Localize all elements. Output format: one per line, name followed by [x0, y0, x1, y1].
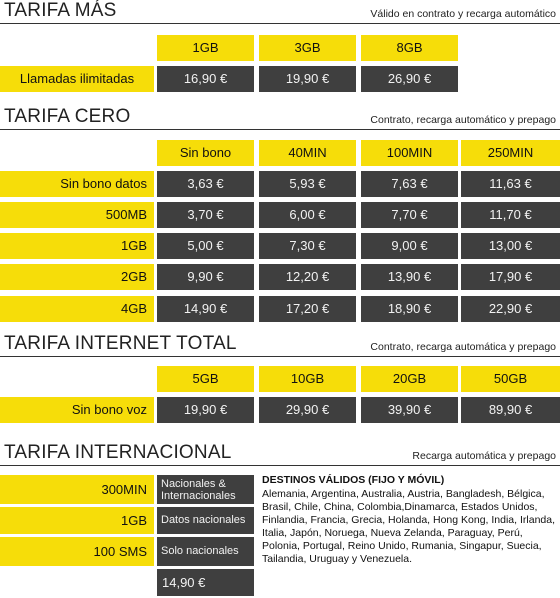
cero-price-cell: 7,30 € — [259, 233, 356, 259]
cero-price-cell: 9,90 € — [157, 264, 254, 290]
cero-price-cell: 11,70 € — [461, 202, 560, 228]
internacional-desc-cell: Nacionales & Internacionales — [157, 475, 254, 504]
section-note-internet: Contrato, recarga automática y prepago — [370, 341, 556, 353]
mas-price-cell: 26,90 € — [361, 66, 458, 92]
cero-row-label: 2GB — [0, 264, 154, 290]
cero-row-label: 4GB — [0, 296, 154, 322]
internet-header-10gb: 10GB — [259, 366, 356, 392]
section-title-mas: TARIFA MÁS — [4, 0, 117, 21]
cero-price-cell: 7,63 € — [361, 171, 458, 197]
cero-price-cell: 13,90 € — [361, 264, 458, 290]
mas-row-label: Llamadas ilimitadas — [0, 66, 154, 92]
cero-price-cell: 17,20 € — [259, 296, 356, 322]
mas-header-1gb: 1GB — [157, 35, 254, 61]
internacional-price-cell: 14,90 € — [157, 569, 254, 596]
internet-price-cell: 19,90 € — [157, 397, 254, 423]
section-header-internet — [0, 333, 560, 357]
cero-header-100min: 100MIN — [361, 140, 458, 166]
cero-price-cell: 3,70 € — [157, 202, 254, 228]
cero-row-label: Sin bono datos — [0, 171, 154, 197]
internet-price-cell: 29,90 € — [259, 397, 356, 423]
cero-price-cell: 9,00 € — [361, 233, 458, 259]
internet-price-cell: 89,90 € — [461, 397, 560, 423]
internet-header-5gb: 5GB — [157, 366, 254, 392]
cero-price-cell: 12,20 € — [259, 264, 356, 290]
section-title-internet: TARIFA INTERNET TOTAL — [4, 333, 237, 354]
section-header-internacional — [0, 442, 560, 466]
section-title-cero: TARIFA CERO — [4, 106, 131, 127]
section-header-cero — [0, 106, 560, 130]
cero-row-label: 1GB — [0, 233, 154, 259]
destinations-title: DESTINOS VÁLIDOS (FIJO Y MÓVIL) — [262, 474, 445, 486]
section-note-mas: Válido en contrato y recarga automático — [370, 8, 556, 20]
internet-header-50gb: 50GB — [461, 366, 560, 392]
internacional-row-label: 300MIN — [0, 475, 154, 504]
cero-header-sin-bono: Sin bono — [157, 140, 254, 166]
cero-price-cell: 7,70 € — [361, 202, 458, 228]
cero-price-cell: 6,00 € — [259, 202, 356, 228]
section-header-mas — [0, 0, 560, 24]
internacional-desc-cell: Solo nacionales — [157, 537, 254, 566]
mas-price-cell: 16,90 € — [157, 66, 254, 92]
mas-header-8gb: 8GB — [361, 35, 458, 61]
cero-price-cell: 14,90 € — [157, 296, 254, 322]
cero-price-cell: 11,63 € — [461, 171, 560, 197]
cero-price-cell: 5,93 € — [259, 171, 356, 197]
cero-header-250min: 250MIN — [461, 140, 560, 166]
mas-header-3gb: 3GB — [259, 35, 356, 61]
cero-price-cell: 17,90 € — [461, 264, 560, 290]
internet-header-20gb: 20GB — [361, 366, 458, 392]
internacional-row-label: 100 SMS — [0, 537, 154, 566]
cero-price-cell: 18,90 € — [361, 296, 458, 322]
section-note-cero: Contrato, recarga automático y prepago — [370, 114, 556, 126]
section-title-internacional: TARIFA INTERNACIONAL — [4, 442, 232, 463]
cero-price-cell: 5,00 € — [157, 233, 254, 259]
section-note-internacional: Recarga automática y prepago — [412, 450, 556, 462]
cero-price-cell: 13,00 € — [461, 233, 560, 259]
destinations-list: Alemania, Argentina, Australia, Austria, Bangladesh, Bélgica, Brasil, Chile, China, Colombia,Dinamarca, Estados Unidos, Finlandia, Francia, Grecia, Holanda, Hong Kong, India, Irlanda, Italia, Japón, Noruega, Nueva Zelanda, Paraguay, Perú, Polonia, Portugal, Reino Unido, Rumania, Singapur, Suecia, Tailandia, Uruguay y Venezuela. — [262, 488, 556, 565]
cero-price-cell: 3,63 € — [157, 171, 254, 197]
cero-header-40min: 40MIN — [259, 140, 356, 166]
internacional-desc-cell: Datos nacionales — [157, 507, 254, 534]
cero-price-cell: 22,90 € — [461, 296, 560, 322]
internet-row-label: Sin bono voz — [0, 397, 154, 423]
internacional-row-label: 1GB — [0, 507, 154, 534]
mas-price-cell: 19,90 € — [259, 66, 356, 92]
internet-price-cell: 39,90 € — [361, 397, 458, 423]
cero-row-label: 500MB — [0, 202, 154, 228]
